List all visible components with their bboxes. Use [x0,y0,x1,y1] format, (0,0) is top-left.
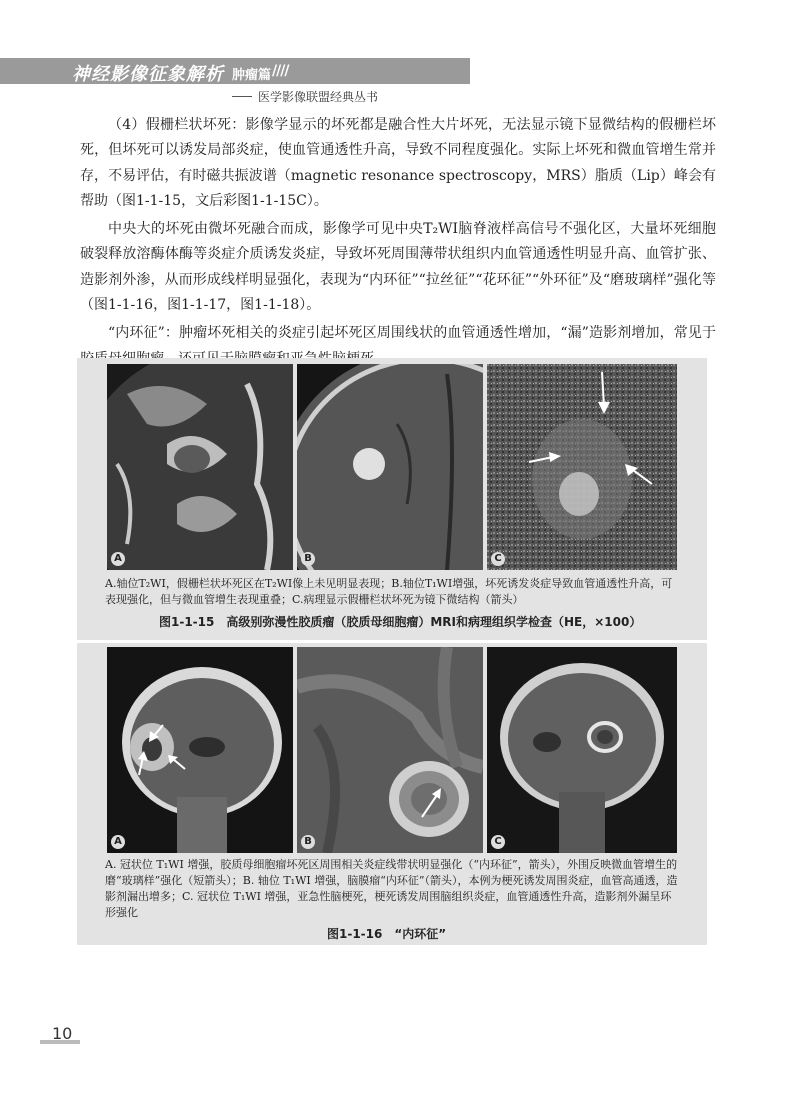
figure1-panel-a [107,364,293,570]
panel-label-c: C [491,835,505,849]
panel-label-a: A [111,835,125,849]
figure2-title: 图1-1-16 “内环征” [327,927,447,941]
body-text [80,113,716,375]
header-slashes: //// [272,63,289,79]
paragraph-2: 中央大的坏死由微坏死融合而成，影像学可见中央T₂WI脑脊液样高信号不强化区，大量坏死细胞破裂释放溶酶体酶等炎症介质诱发炎症，导致坏死周围薄带状组织内血管通透性明显升高、血管扩张、造影剂外渗，从而形成线样明显强化，表现为“内环征”“拉丝征”“花环征”“外环征”及“磨玻璃样”强化等（图1-1-16，图1-1-17，图1-1-18）。 [80,221,716,314]
series-name: 医学影像联盟经典丛书 [258,90,379,104]
mri-coronal-t1-contrast-image [107,647,293,853]
series-dash [232,96,252,97]
mri-axial-t1-contrast-image [297,364,483,570]
figure1-title: 图1-1-15 高级别弥漫性胶质瘤（胶质母细胞瘤）MRI和病理组织学检查（HE，×100） [159,615,642,629]
pathology-he-image [487,364,677,570]
figure1-panel-c [487,364,677,570]
mri-axial-t1-contrast-meningioma-image [297,647,483,853]
mri-axial-t2-image [107,364,293,570]
figure2-panel-b [297,647,483,853]
panel-label-c: C [491,552,505,566]
figure2-panel-a [107,647,293,853]
section-name: 肿瘤篇 [232,68,272,83]
page-number: 10 [52,1024,73,1043]
figure2-caption: A. 冠状位 T₁WI 增强，胶质母细胞瘤坏死区周围相关炎症线带状明显强化（“内环征”，箭头），外围反映微血管增生的磨“玻璃样”强化（短箭头）；B. 轴位 T₁WI 增强，脑膜瘤“内环征”（箭头），本例为梗死诱发周围炎症，血管高通透，造影剂漏出增多；C. 冠状位 T₁WI 增强，亚急性脑梗死，梗死诱发周围脑组织炎症，血管通透性升高，造影剂外漏呈环形强化 [105,858,678,919]
mri-coronal-t1-infarct-image [487,647,677,853]
panel-label-a: A [111,552,125,566]
figure1-panel-b [297,364,483,570]
panel-label-b: B [301,835,315,849]
paragraph-1: （4）假栅栏状坏死：影像学显示的坏死都是融合性大片坏死，无法显示镜下显微结构的假栅栏坏死，但坏死可以诱发局部炎症，使血管通透性升高，导致不同程度强化。实际上坏死和微血管增生常并存，不易评估，有时磁共振波谱（magnetic resonance spectroscopy，MRS）脂质（Lip）峰会有帮助（图1-1-15，文后彩图1-1-15C）。 [80,117,716,209]
panel-label-b: B [301,552,315,566]
figure-1-1-16 [77,643,707,945]
figure1-caption: A.轴位T₂WI，假栅栏状坏死区在T₂WI像上未见明显表现；B.轴位T₁WI增强，坏死诱发炎症导致血管通透性升高，可表现强化，但与微血管增生表现重叠；C.病理显示假栅栏状坏死为镜下微结构（箭头） [105,577,673,606]
book-title: 神经影像征象解析 [72,64,224,85]
figure2-panel-c [487,647,677,853]
paragraph-3: “内环征”：肿瘤坏死相关的炎症引起坏死区周围线状的血管通透性增加，“漏”造影剂增加，常见于 [108,325,716,342]
figure-1-1-15 [77,358,707,640]
